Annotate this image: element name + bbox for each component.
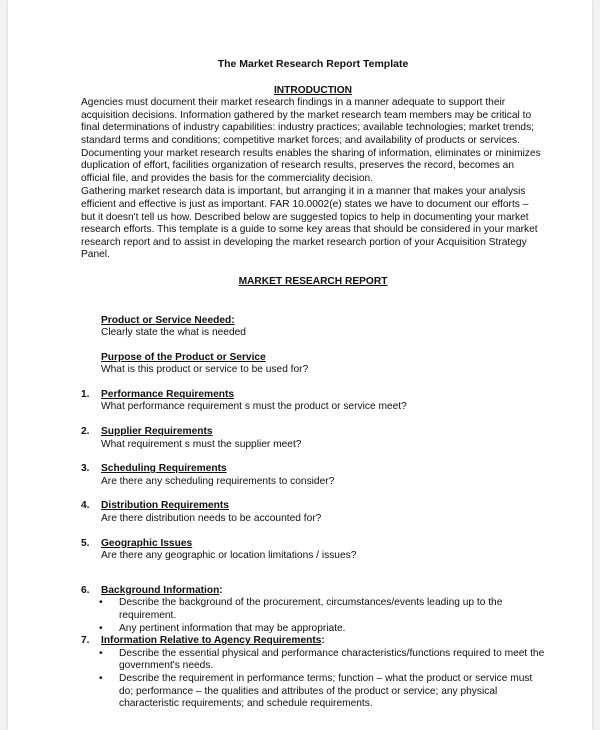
list-item: • Describe the background of the procurement, circumstances/events leading up to the requirement. bbox=[81, 597, 545, 622]
section-number: 2. bbox=[81, 426, 90, 438]
section-number: 6. bbox=[81, 584, 90, 596]
section-text: Are there any geographic or location limitations / issues? bbox=[101, 550, 357, 562]
section-4 bbox=[81, 500, 545, 525]
section-text: What performance requirement s must the product or service meet? bbox=[101, 401, 407, 413]
section-6 bbox=[81, 585, 545, 598]
section-7 bbox=[81, 635, 545, 648]
section-2 bbox=[81, 426, 545, 451]
section-heading: Supplier Requirements bbox=[101, 426, 213, 438]
list-item: • Describe the requirement in performance terms; function – what the product or service must do; performance – the qualities and attributes of the product or service; any physical characteristic requirements; and schedule requirements. bbox=[81, 673, 545, 711]
section-heading: Product or Service Needed: bbox=[101, 314, 235, 326]
section-number: 1. bbox=[81, 388, 90, 400]
section-heading-suffix: : bbox=[219, 584, 223, 596]
section-heading-suffix: : bbox=[321, 635, 325, 647]
section-purpose bbox=[101, 352, 545, 377]
document-title: The Market Research Report Template bbox=[217, 58, 409, 70]
list-item: • Any pertinent information that may be appropriate. bbox=[81, 623, 545, 636]
section-heading: Distribution Requirements bbox=[101, 500, 229, 512]
section-3 bbox=[81, 463, 545, 488]
section-text: Are there distribution needs to be accounted for? bbox=[101, 513, 322, 525]
introduction-heading: INTRODUCTION bbox=[273, 84, 353, 96]
document-page bbox=[8, 0, 592, 730]
list-item: • Describe the essential physical and performance characteristics/functions required to meet the government's needs. bbox=[81, 648, 545, 673]
section-6-bullets bbox=[81, 597, 545, 635]
section-text: Are there any scheduling requirements to consider? bbox=[101, 475, 335, 487]
section-product-needed bbox=[101, 315, 545, 340]
report-heading: MARKET RESEARCH REPORT bbox=[238, 275, 388, 287]
section-number: 7. bbox=[81, 635, 90, 647]
section-number: 3. bbox=[81, 463, 90, 475]
section-heading: Background Information bbox=[101, 584, 220, 596]
section-text: What requirement s must the supplier meet? bbox=[101, 438, 302, 450]
section-heading: Information Relative to Agency Requirements bbox=[101, 635, 322, 647]
section-1 bbox=[81, 389, 545, 414]
introduction-paragraph-2: Gathering market research data is important, but arranging it in a manner that makes your analysis efficient and effective is just as important. FAR 10.0002(e) states we have to document our efforts – but it doesn't tell us how. Described below are suggested topics to help in documenting your market research efforts. This template is a guide to some key areas that should be considered in your market research report and to assist in developing the market research portion of your Acquisition Strategy Panel. bbox=[81, 186, 538, 261]
section-number: 5. bbox=[81, 537, 90, 549]
section-text: What is this product or service to be used for? bbox=[101, 364, 309, 376]
section-text: Clearly state the what is needed bbox=[101, 327, 246, 339]
section-heading: Purpose of the Product or Service bbox=[101, 351, 266, 363]
section-heading: Performance Requirements bbox=[101, 388, 235, 400]
section-heading: Scheduling Requirements bbox=[101, 463, 227, 475]
section-7-bullets bbox=[81, 648, 545, 711]
section-5 bbox=[81, 538, 545, 563]
section-number: 4. bbox=[81, 500, 90, 512]
document-content bbox=[81, 58, 545, 711]
introduction-paragraph-1: Agencies must document their market research findings in a manner adequate to support their acquisition decisions. Information gathered by the market research team members may be critical to final determinations of industry capabilities: industry practices; available technologies; market trends; standard terms and conditions; competitive market forces; and availability of products or services. Documenting your market research results enables the sharing of information, eliminates or minimizes duplication of effort, facilities organization of research results, preserves the record, becomes an official file, and provides the basis for the commerciality decision. bbox=[81, 97, 541, 184]
section-heading: Geographic Issues bbox=[101, 537, 193, 549]
